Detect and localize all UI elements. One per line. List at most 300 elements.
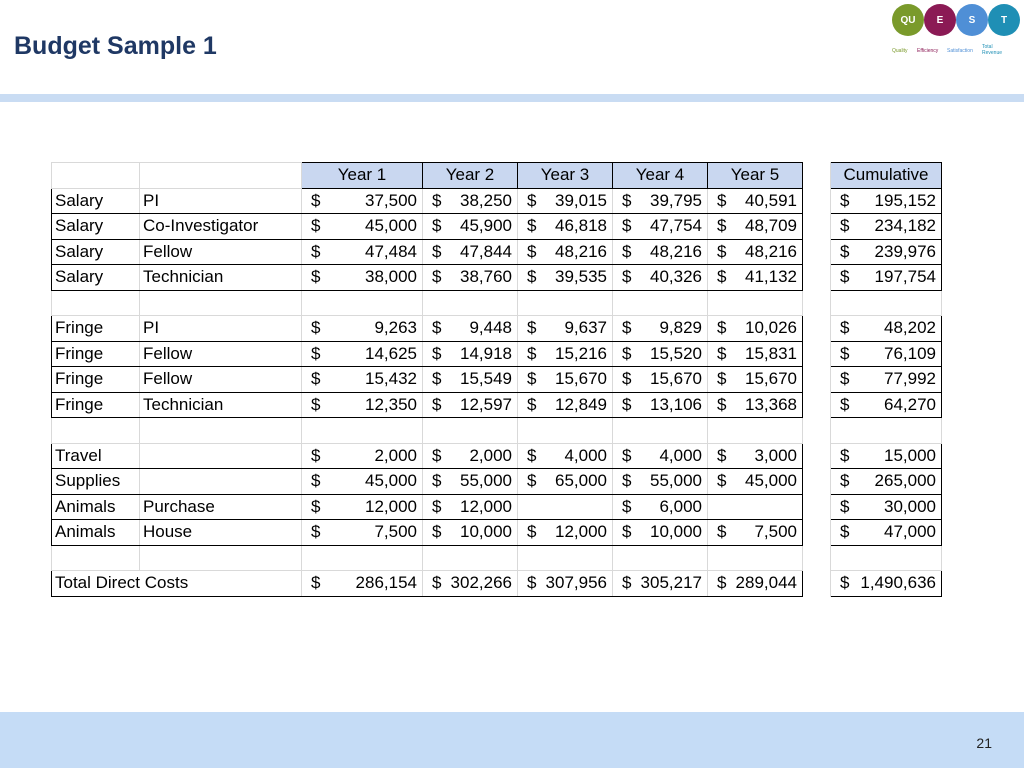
amount: 3,000 <box>754 445 797 465</box>
empty-cell <box>613 545 708 571</box>
table-row <box>52 571 942 597</box>
currency-symbol: $ <box>432 369 442 389</box>
spacer-row <box>52 290 942 316</box>
table-row <box>52 392 942 418</box>
year-value <box>423 265 518 291</box>
year-value <box>423 188 518 214</box>
empty-cell <box>803 571 831 597</box>
empty-cell <box>423 418 518 444</box>
row-category: Animals <box>52 494 140 520</box>
amount: 15,670 <box>650 369 702 389</box>
amount: 38,760 <box>460 267 512 287</box>
logo-circle: T <box>988 4 1020 36</box>
amount: 289,044 <box>735 573 797 593</box>
amount: 14,625 <box>365 343 417 363</box>
currency-symbol: $ <box>311 343 321 363</box>
currency-symbol: $ <box>840 267 850 287</box>
currency-symbol: $ <box>311 216 321 236</box>
year-value <box>613 341 708 367</box>
empty-cell <box>302 418 423 444</box>
cumulative-value <box>831 443 942 469</box>
year-value <box>613 571 708 597</box>
currency-symbol: $ <box>311 190 321 210</box>
year-value <box>518 214 613 240</box>
amount: 77,992 <box>884 369 936 389</box>
empty-cell <box>803 392 831 418</box>
amount: 47,844 <box>460 241 512 261</box>
currency-symbol: $ <box>311 573 321 593</box>
amount: 65,000 <box>555 471 607 491</box>
empty-cell <box>52 290 140 316</box>
year-value <box>423 214 518 240</box>
currency-symbol: $ <box>840 241 850 261</box>
year-value <box>302 239 423 265</box>
amount: 286,154 <box>355 573 417 593</box>
currency-symbol: $ <box>717 394 727 414</box>
table-row <box>52 188 942 214</box>
year-value <box>708 188 803 214</box>
empty-cell <box>140 290 302 316</box>
amount: 55,000 <box>460 471 512 491</box>
amount: 39,795 <box>650 190 702 210</box>
year-value <box>613 265 708 291</box>
row-item <box>140 443 302 469</box>
currency-symbol: $ <box>311 471 321 491</box>
currency-symbol: $ <box>717 216 727 236</box>
header-row <box>52 163 942 189</box>
amount: 12,597 <box>460 394 512 414</box>
quest-logo <box>892 4 1022 60</box>
currency-symbol: $ <box>622 394 632 414</box>
currency-symbol: $ <box>527 394 537 414</box>
row-item: Purchase <box>140 494 302 520</box>
year-value <box>708 341 803 367</box>
logo-caption: Satisfaction <box>947 48 973 54</box>
cumulative-value <box>831 214 942 240</box>
year-value <box>423 367 518 393</box>
year-value <box>518 188 613 214</box>
year-value <box>423 520 518 546</box>
empty-cell <box>708 290 803 316</box>
amount: 2,000 <box>469 445 512 465</box>
empty-cell <box>831 290 942 316</box>
currency-symbol: $ <box>840 496 850 516</box>
currency-symbol: $ <box>840 573 850 593</box>
cumulative-value <box>831 265 942 291</box>
year-value <box>423 316 518 342</box>
currency-symbol: $ <box>840 369 850 389</box>
currency-symbol: $ <box>717 318 727 338</box>
year-value <box>613 214 708 240</box>
amount: 12,849 <box>555 394 607 414</box>
currency-symbol: $ <box>840 318 850 338</box>
currency-symbol: $ <box>432 216 442 236</box>
amount: 45,000 <box>365 216 417 236</box>
year-header: Year 5 <box>708 163 803 189</box>
currency-symbol: $ <box>311 267 321 287</box>
currency-symbol: $ <box>432 190 442 210</box>
year-value <box>302 341 423 367</box>
year-value <box>423 443 518 469</box>
row-category: Salary <box>52 188 140 214</box>
amount: 15,831 <box>745 343 797 363</box>
year-value <box>613 239 708 265</box>
year-header: Year 3 <box>518 163 613 189</box>
year-value <box>613 392 708 418</box>
cumulative-value <box>831 494 942 520</box>
table-row <box>52 469 942 495</box>
currency-symbol: $ <box>311 496 321 516</box>
currency-symbol: $ <box>717 471 727 491</box>
currency-symbol: $ <box>527 471 537 491</box>
currency-symbol: $ <box>527 343 537 363</box>
empty-cell <box>803 494 831 520</box>
amount: 4,000 <box>564 445 607 465</box>
currency-symbol: $ <box>527 267 537 287</box>
empty-cell <box>803 290 831 316</box>
amount: 40,326 <box>650 267 702 287</box>
amount: 6,000 <box>659 496 702 516</box>
amount: 2,000 <box>374 445 417 465</box>
amount: 48,216 <box>650 241 702 261</box>
amount: 39,535 <box>555 267 607 287</box>
year-value <box>302 214 423 240</box>
year-value <box>708 520 803 546</box>
row-item: Technician <box>140 265 302 291</box>
currency-symbol: $ <box>622 216 632 236</box>
empty-cell <box>803 367 831 393</box>
table-row <box>52 341 942 367</box>
empty-cell <box>803 316 831 342</box>
currency-symbol: $ <box>717 241 727 261</box>
currency-symbol: $ <box>432 267 442 287</box>
row-category: Fringe <box>52 367 140 393</box>
row-item: PI <box>140 316 302 342</box>
year-value <box>518 239 613 265</box>
cumulative-value <box>831 341 942 367</box>
currency-symbol: $ <box>311 522 321 542</box>
row-category: Travel <box>52 443 140 469</box>
amount: 1,490,636 <box>860 573 936 593</box>
logo-caption: Total Revenue <box>982 44 1003 56</box>
amount: 4,000 <box>659 445 702 465</box>
currency-symbol: $ <box>527 216 537 236</box>
currency-symbol: $ <box>717 369 727 389</box>
year-value <box>708 316 803 342</box>
amount: 10,000 <box>460 522 512 542</box>
amount: 12,000 <box>365 496 417 516</box>
currency-symbol: $ <box>717 522 727 542</box>
year-value <box>708 239 803 265</box>
row-category: Supplies <box>52 469 140 495</box>
footer-band <box>0 712 1024 768</box>
currency-symbol: $ <box>432 241 442 261</box>
currency-symbol: $ <box>432 522 442 542</box>
year-value <box>518 520 613 546</box>
amount: 265,000 <box>874 471 936 491</box>
year-value <box>518 341 613 367</box>
currency-symbol: $ <box>840 216 850 236</box>
amount: 13,368 <box>745 394 797 414</box>
currency-symbol: $ <box>717 343 727 363</box>
table-row <box>52 214 942 240</box>
year-header: Year 4 <box>613 163 708 189</box>
amount: 45,000 <box>745 471 797 491</box>
header-divider-band <box>0 94 1024 102</box>
year-value <box>613 494 708 520</box>
cumulative-value <box>831 188 942 214</box>
year-header: Year 2 <box>423 163 518 189</box>
year-value <box>423 469 518 495</box>
amount: 64,270 <box>884 394 936 414</box>
amount: 15,670 <box>745 369 797 389</box>
currency-symbol: $ <box>622 522 632 542</box>
currency-symbol: $ <box>622 445 632 465</box>
row-item: Fellow <box>140 239 302 265</box>
amount: 9,448 <box>469 318 512 338</box>
amount: 302,266 <box>450 573 512 593</box>
year-value <box>302 188 423 214</box>
row-item: House <box>140 520 302 546</box>
currency-symbol: $ <box>527 445 537 465</box>
cumulative-header: Cumulative <box>831 163 942 189</box>
year-value <box>613 367 708 393</box>
cumulative-value <box>831 520 942 546</box>
amount: 55,000 <box>650 471 702 491</box>
currency-symbol: $ <box>622 343 632 363</box>
currency-symbol: $ <box>840 394 850 414</box>
empty-cell <box>803 520 831 546</box>
currency-symbol: $ <box>622 471 632 491</box>
year-value <box>613 520 708 546</box>
empty-cell <box>803 341 831 367</box>
row-category: Fringe <box>52 341 140 367</box>
year-value <box>302 265 423 291</box>
logo-circle: E <box>924 4 956 36</box>
amount: 10,026 <box>745 318 797 338</box>
currency-symbol: $ <box>717 267 727 287</box>
currency-symbol: $ <box>622 369 632 389</box>
empty-cell <box>803 418 831 444</box>
row-item: Technician <box>140 392 302 418</box>
row-item: Fellow <box>140 341 302 367</box>
year-value <box>423 341 518 367</box>
currency-symbol: $ <box>527 522 537 542</box>
amount: 305,217 <box>640 573 702 593</box>
cumulative-value <box>831 316 942 342</box>
amount: 40,591 <box>745 190 797 210</box>
year-value <box>708 392 803 418</box>
amount: 48,202 <box>884 318 936 338</box>
cumulative-value <box>831 367 942 393</box>
currency-symbol: $ <box>311 318 321 338</box>
empty-cell <box>518 545 613 571</box>
currency-symbol: $ <box>432 471 442 491</box>
table-row <box>52 443 942 469</box>
currency-symbol: $ <box>840 522 850 542</box>
empty-cell <box>831 545 942 571</box>
currency-symbol: $ <box>622 267 632 287</box>
empty-cell <box>52 163 140 189</box>
year-value <box>302 367 423 393</box>
amount: 39,015 <box>555 190 607 210</box>
empty-cell <box>803 545 831 571</box>
amount: 47,754 <box>650 216 702 236</box>
row-category: Fringe <box>52 316 140 342</box>
table-row <box>52 494 942 520</box>
table-row <box>52 239 942 265</box>
row-item <box>140 469 302 495</box>
currency-symbol: $ <box>527 241 537 261</box>
currency-symbol: $ <box>622 573 632 593</box>
spacer-row <box>52 545 942 571</box>
empty-cell <box>140 163 302 189</box>
year-value <box>708 367 803 393</box>
currency-symbol: $ <box>311 445 321 465</box>
currency-symbol: $ <box>717 573 727 593</box>
amount: 41,132 <box>745 267 797 287</box>
currency-symbol: $ <box>527 369 537 389</box>
empty-cell <box>803 265 831 291</box>
amount: 15,670 <box>555 369 607 389</box>
year-value <box>518 367 613 393</box>
year-value <box>708 494 803 520</box>
currency-symbol: $ <box>432 343 442 363</box>
empty-cell <box>708 545 803 571</box>
currency-symbol: $ <box>432 445 442 465</box>
year-value <box>423 392 518 418</box>
year-value <box>302 494 423 520</box>
row-category: Fringe <box>52 392 140 418</box>
year-value <box>518 469 613 495</box>
row-category: Salary <box>52 214 140 240</box>
currency-symbol: $ <box>311 394 321 414</box>
currency-symbol: $ <box>432 496 442 516</box>
year-value <box>518 443 613 469</box>
empty-cell <box>803 443 831 469</box>
amount: 45,000 <box>365 471 417 491</box>
cumulative-value <box>831 469 942 495</box>
amount: 9,637 <box>564 318 607 338</box>
year-value <box>613 443 708 469</box>
year-value <box>302 520 423 546</box>
amount: 15,216 <box>555 343 607 363</box>
year-value <box>708 265 803 291</box>
logo-circle: QU <box>892 4 924 36</box>
empty-cell <box>803 469 831 495</box>
amount: 234,182 <box>874 216 936 236</box>
empty-cell <box>52 418 140 444</box>
row-item: Co-Investigator <box>140 214 302 240</box>
year-header: Year 1 <box>302 163 423 189</box>
year-value <box>708 214 803 240</box>
amount: 12,000 <box>555 522 607 542</box>
logo-caption: Efficiency <box>917 48 939 54</box>
empty-cell <box>803 214 831 240</box>
logo-circle: S <box>956 4 988 36</box>
empty-cell <box>140 545 302 571</box>
empty-cell <box>803 188 831 214</box>
cumulative-value <box>831 571 942 597</box>
currency-symbol: $ <box>840 190 850 210</box>
cumulative-value <box>831 392 942 418</box>
amount: 13,106 <box>650 394 702 414</box>
amount: 307,956 <box>545 573 607 593</box>
amount: 197,754 <box>874 267 936 287</box>
empty-cell <box>708 418 803 444</box>
amount: 15,549 <box>460 369 512 389</box>
currency-symbol: $ <box>622 241 632 261</box>
year-value <box>613 188 708 214</box>
empty-cell <box>423 290 518 316</box>
amount: 38,250 <box>460 190 512 210</box>
empty-cell <box>613 290 708 316</box>
year-value <box>708 571 803 597</box>
budget-table <box>51 162 942 597</box>
amount: 15,520 <box>650 343 702 363</box>
year-value <box>302 469 423 495</box>
currency-symbol: $ <box>840 343 850 363</box>
amount: 7,500 <box>754 522 797 542</box>
year-value <box>423 239 518 265</box>
logo-caption: Quality <box>892 48 908 54</box>
amount: 10,000 <box>650 522 702 542</box>
table-row <box>52 316 942 342</box>
table-row <box>52 520 942 546</box>
currency-symbol: $ <box>311 369 321 389</box>
year-value <box>708 443 803 469</box>
row-item: PI <box>140 188 302 214</box>
amount: 7,500 <box>374 522 417 542</box>
amount: 195,152 <box>874 190 936 210</box>
year-value <box>613 469 708 495</box>
amount: 37,500 <box>365 190 417 210</box>
empty-cell <box>518 290 613 316</box>
empty-cell <box>302 290 423 316</box>
year-value <box>423 571 518 597</box>
amount: 14,918 <box>460 343 512 363</box>
amount: 30,000 <box>884 496 936 516</box>
year-value <box>518 265 613 291</box>
amount: 12,000 <box>460 496 512 516</box>
year-value <box>518 494 613 520</box>
empty-cell <box>52 545 140 571</box>
empty-cell <box>803 163 831 189</box>
empty-cell <box>613 418 708 444</box>
amount: 48,216 <box>745 241 797 261</box>
year-value <box>302 316 423 342</box>
page-number: 21 <box>976 735 992 751</box>
amount: 239,976 <box>874 241 936 261</box>
amount: 9,263 <box>374 318 417 338</box>
currency-symbol: $ <box>432 394 442 414</box>
year-value <box>518 571 613 597</box>
currency-symbol: $ <box>432 573 442 593</box>
spacer-row <box>52 418 942 444</box>
currency-symbol: $ <box>527 190 537 210</box>
empty-cell <box>140 418 302 444</box>
amount: 12,350 <box>365 394 417 414</box>
currency-symbol: $ <box>432 318 442 338</box>
amount: 48,216 <box>555 241 607 261</box>
amount: 47,000 <box>884 522 936 542</box>
amount: 46,818 <box>555 216 607 236</box>
currency-symbol: $ <box>527 318 537 338</box>
currency-symbol: $ <box>840 445 850 465</box>
currency-symbol: $ <box>840 471 850 491</box>
row-item: Fellow <box>140 367 302 393</box>
amount: 45,900 <box>460 216 512 236</box>
